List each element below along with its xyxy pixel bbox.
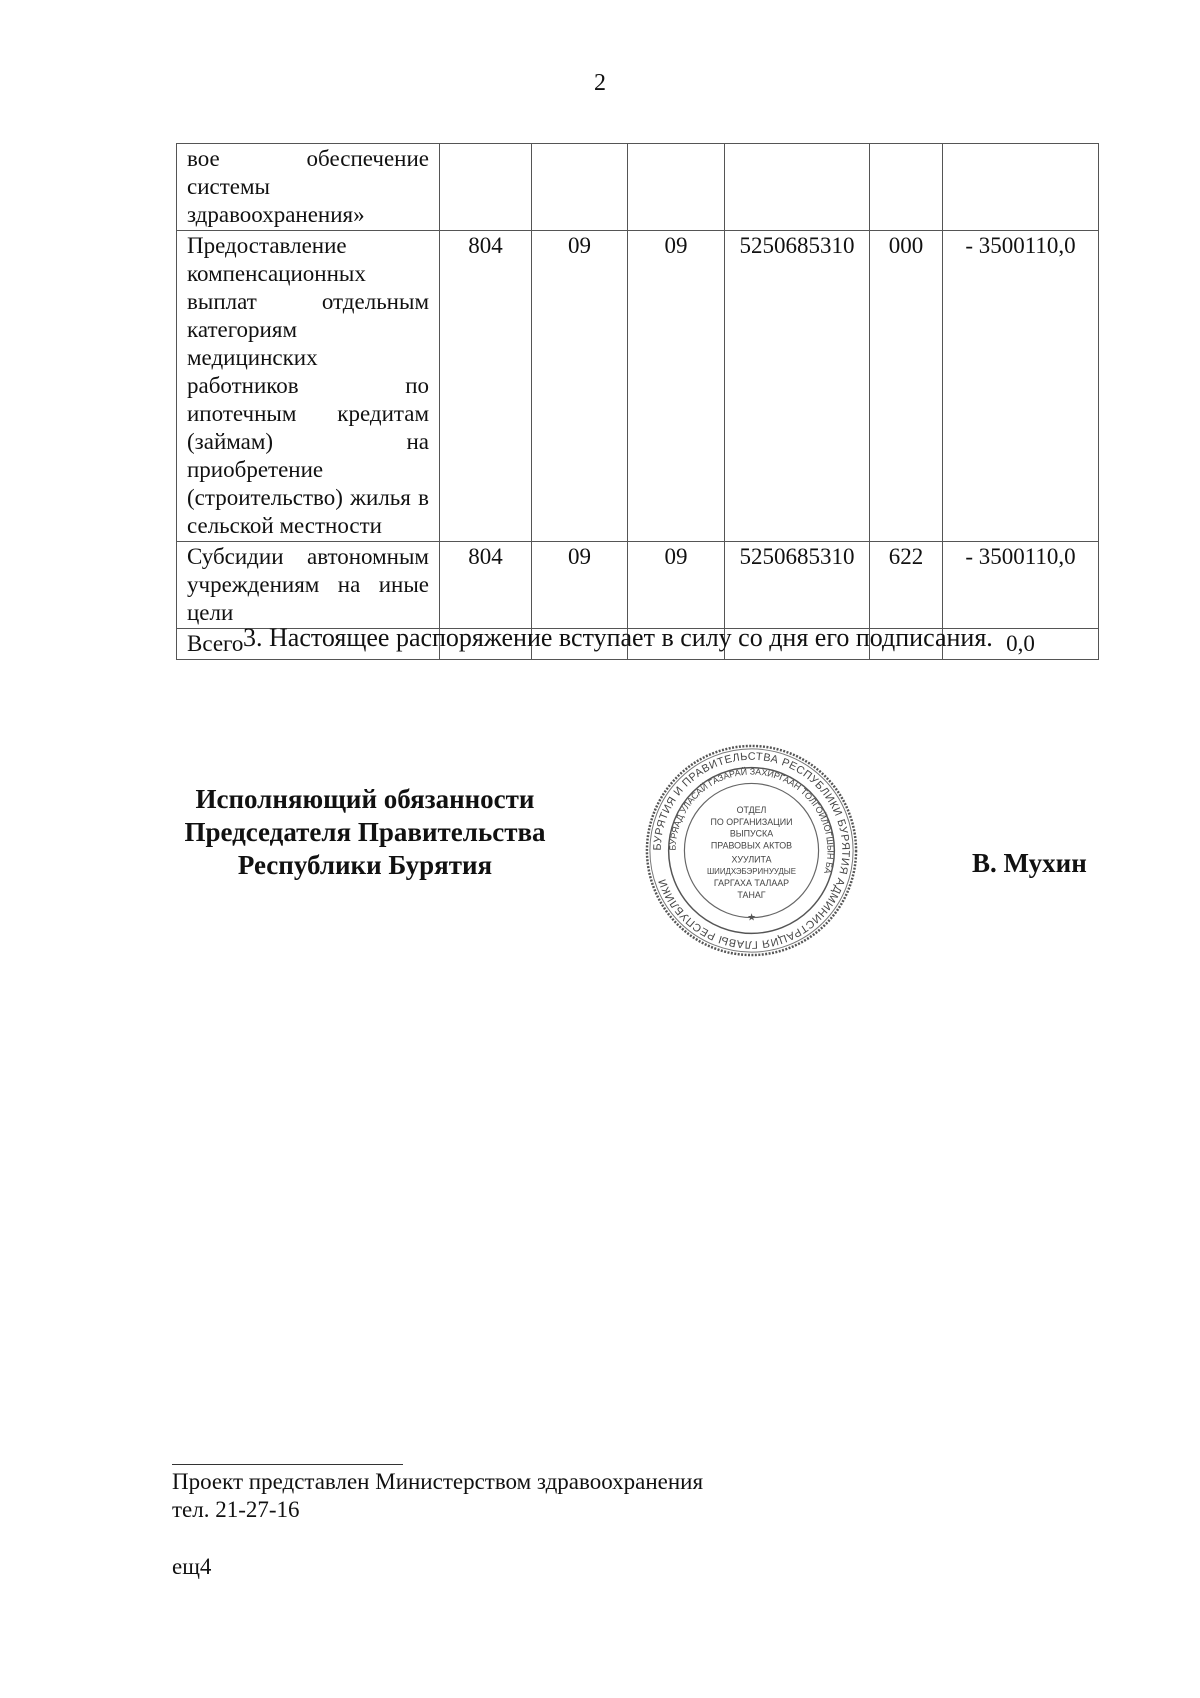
signatory-title-line: Республики Бурятия [237,850,493,880]
seal-center-line: ШИИДХЭБЭРИНУУДЫЕ [706,867,797,877]
signatory-title-line: Исполняющий обязанности [195,784,535,814]
seal-star-icon: ★ [747,912,756,924]
table-row [177,231,1099,542]
seal-center-line: ВЫПУСКА [729,828,774,839]
row-name-cell: Субсидии автономным учреждениям на иные цели [177,542,440,629]
table-cell: 5250685310 [725,231,870,542]
table-cell [532,144,628,231]
table-row [177,542,1099,629]
seal-center-line: ОТДЕЛ [736,805,767,816]
clause-3-text: 3. Настоящее распоряжение вступает в силу со дня его подписания. [243,623,993,652]
seal-center-line: ГАРГАХА ТАЛААР [713,878,790,889]
amount-cell: - 3500110,0 [943,231,1099,542]
footnote-line: тел. 21-27-16 [172,1497,300,1522]
amount-cell [943,144,1099,231]
amount-cell: - 3500110,0 [943,542,1099,629]
page-number: 2 [594,70,606,96]
total-amount-cell: 0,0 [943,629,1099,660]
total-label-cell: Всего [177,629,440,660]
signatory-title-line: Председателя Правительства [184,817,546,847]
table-row [177,144,1099,231]
table-cell [440,144,532,231]
signatory-name: В. Мухин [972,848,1087,878]
footnote [172,1468,703,1524]
document-code: ещ4 [172,1554,212,1579]
row-name-cell: вое обеспечение системы здравоохранения» [177,144,440,231]
footnote-line: Проект представлен Министерством здравоохранения [172,1469,704,1494]
table-cell [628,144,725,231]
table-cell: 000 [870,231,943,542]
table-cell: 622 [870,542,943,629]
table-cell: 09 [532,542,628,629]
seal-center-line: ХУУЛИТА [731,854,772,865]
row-name-cell: Предоставление компенсационных выплат отдельным категориям медицинских работников по ипотечным кредитам (займам) на приобретение (строительство) жилья в сельской местности [177,231,440,542]
table-cell [725,144,870,231]
budget-table [176,143,1099,660]
table-cell: 804 [440,231,532,542]
table-cell [870,144,943,231]
table-cell: 09 [628,231,725,542]
seal-center-line: ПРАВОВЫХ АКТОВ [710,840,793,851]
table-cell: 09 [628,542,725,629]
svg-text:БУРЯТИЯ И ПРАВИТЕЛЬСТВА РЕСПУБ: БУРЯТИЯ И ПРАВИТЕЛЬСТВА РЕСПУБЛИКИ БУРЯТИЯ АДМИНИСТРАЦИЯ ГЛАВЫ РЕСПУБЛИКИ [651,750,852,951]
svg-text:БУРЯАД УЛАСАЙ ГАЗАРАЙ ЗАХИРГАА: БУРЯАД УЛАСАЙ ГАЗАРАЙ ЗАХИРГААН ТОЛГОЙЛОГШЫН БА [667,766,836,875]
seal-center-line: ПО ОРГАНИЗАЦИИ [710,816,793,827]
footnote-divider [172,1464,403,1465]
official-seal [643,742,860,959]
table-cell: 804 [440,542,532,629]
seal-center-line: ТАНАГ [737,889,766,900]
table-cell: 09 [532,231,628,542]
signatory-title [160,783,570,882]
table-cell: 5250685310 [725,542,870,629]
